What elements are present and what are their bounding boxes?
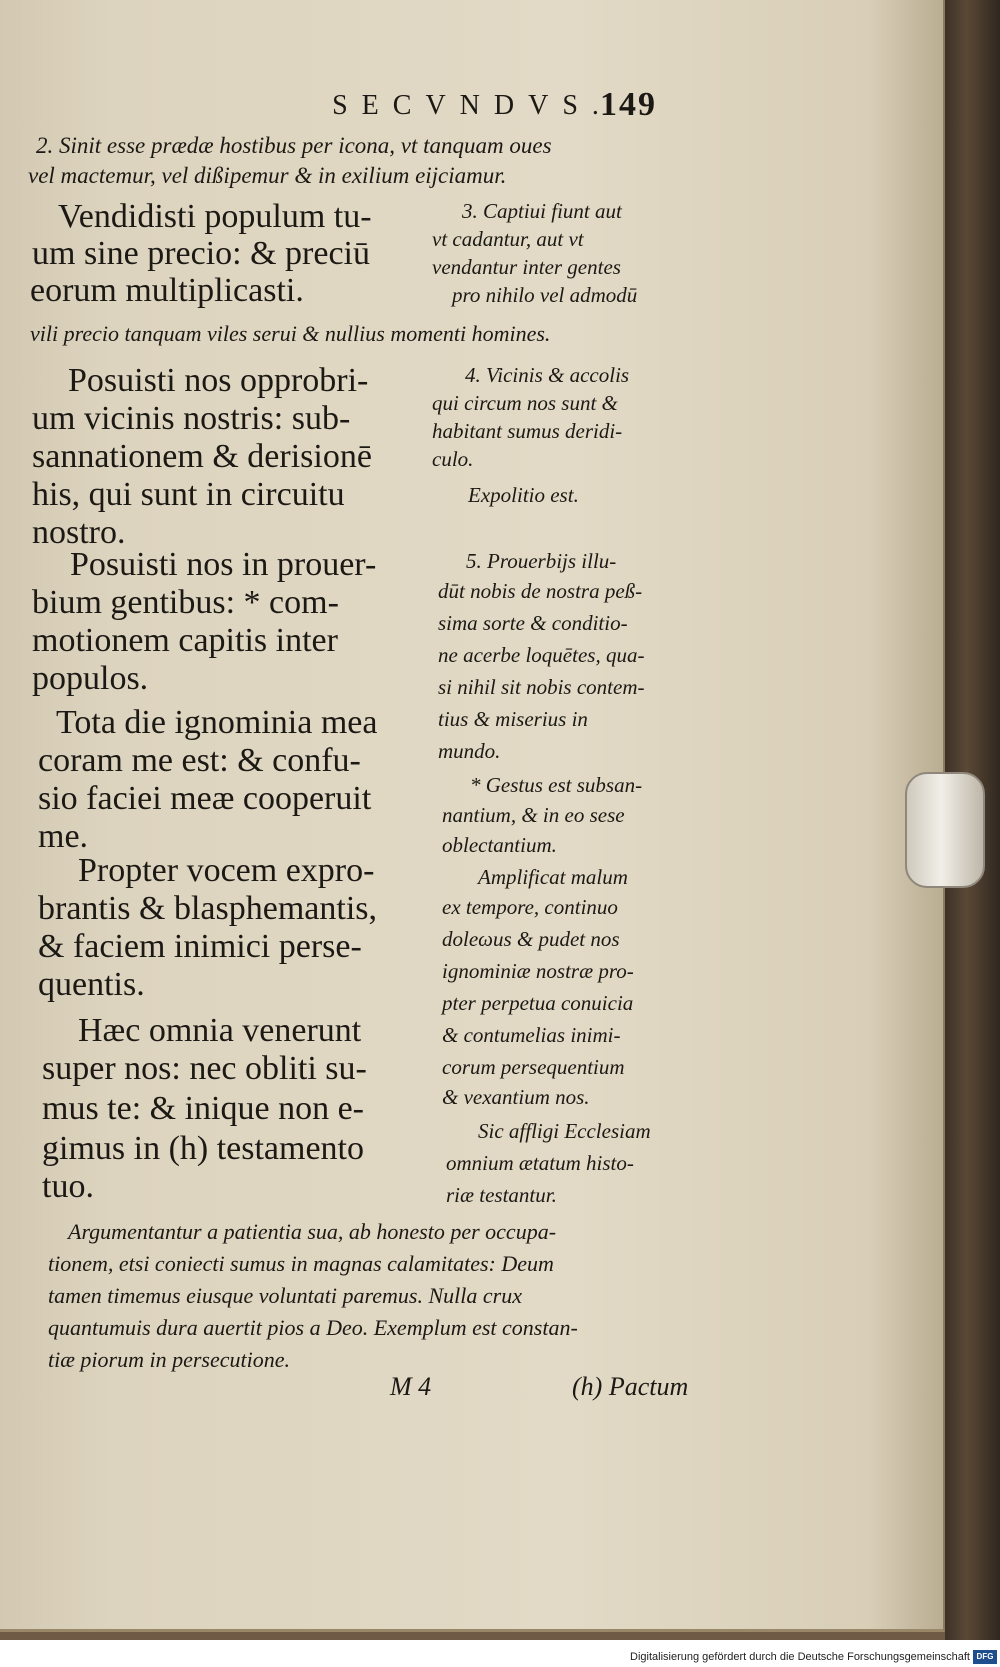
note-line: dūt nobis de nostra peß- [438, 579, 643, 603]
verse-line: his, qui sunt in circuitu [32, 476, 345, 513]
verse-line: populos. [32, 660, 149, 697]
verse-line: & faciem inimici perse- [38, 928, 362, 965]
note-line: pro nihilo vel admodū [452, 283, 638, 307]
page-clip [905, 772, 985, 888]
note-line: qui circum nos sunt & [432, 391, 618, 415]
note-line: & contumelias inimi- [442, 1023, 621, 1047]
note-line: 3. Captiui fiunt aut [462, 199, 622, 223]
verse-line: Hæc omnia venerunt [78, 1012, 362, 1049]
verse-line: motionem capitis inter [32, 622, 338, 659]
verse-line: super nos: nec obliti su- [42, 1050, 367, 1087]
verse-line: gimus in (h) testamento [42, 1130, 365, 1167]
verse-line: um sine precio: & preciū [32, 235, 371, 272]
note-line: riæ testantur. [446, 1183, 557, 1207]
note-line: ne acerbe loquētes, qua- [438, 643, 645, 667]
verse-line: Posuisti nos in prouer- [70, 546, 377, 583]
note-line: tius & miserius in [438, 707, 588, 731]
note-line: vt cadantur, aut vt [432, 227, 584, 251]
signature-mark: M 4 [390, 1372, 432, 1401]
note-line: ignominiæ nostræ pro- [442, 959, 634, 983]
verse-line: Vendidisti populum tu- [58, 198, 372, 235]
catchword: (h) Pactum [572, 1372, 689, 1401]
verse-line: sio faciei meæ cooperuit [38, 780, 372, 817]
note-line: sima sorte & conditio- [438, 611, 628, 635]
note-line: nantium, & in eo sese [442, 803, 625, 827]
bottom-note-line: Argumentantur a patientia sua, ab honesto per occupa- [68, 1219, 557, 1244]
verse-line: coram me est: & confu- [38, 742, 361, 779]
note-line: 5. Prouerbijs illu- [466, 549, 617, 573]
verse-line: Tota die ignominia mea [56, 704, 378, 741]
bottom-note-line: tionem, etsi coniecti sumus in magnas calamitates: Deum [48, 1251, 554, 1276]
note-line: si nihil sit nobis contem- [438, 675, 645, 699]
verse-line: bium gentibus: * com- [32, 584, 339, 621]
note-line: habitant sumus deridi- [432, 419, 623, 443]
note-line: mundo. [438, 739, 501, 763]
bottom-note-line: tiæ piorum in persecutione. [48, 1347, 290, 1372]
note-line: Expolitio est. [468, 483, 579, 507]
note-line: 4. Vicinis & accolis [465, 363, 630, 387]
top-note-line: 2. Sinit esse prædæ hostibus per icona, vt tanquam oues [36, 133, 552, 158]
verse-line: brantis & blasphemantis, [38, 890, 378, 927]
note-line: * Gestus est subsan- [470, 773, 643, 797]
bottom-note-line: quantumuis dura auertit pios a Deo. Exemplum est constan- [48, 1315, 578, 1340]
note-line: vendantur inter gentes [432, 255, 621, 279]
verse-line: sannationem & derisionē [32, 438, 372, 475]
top-note-line: vel mactemur, vel dißipemur & in exilium eijciamur. [28, 163, 507, 188]
verse-line: Posuisti nos opprobri- [68, 362, 369, 399]
verse-line: nostro. [32, 514, 126, 551]
digitization-footer [0, 1648, 1000, 1667]
note-line: doleωus & pudet nos [442, 927, 620, 951]
note-line: & vexantium nos. [442, 1085, 590, 1109]
verse-line: quentis. [38, 966, 145, 1003]
note-line: vili precio tanquam viles serui & nullius momenti homines. [30, 321, 551, 346]
verse-line: eorum multiplicasti. [30, 272, 304, 309]
note-line: pter perpetua conuicia [442, 991, 634, 1015]
verse-line: me. [38, 818, 89, 855]
verse-line: um vicinis nostris: sub- [32, 400, 351, 437]
verse-line: mus te: & inique non e- [42, 1090, 365, 1127]
verse-line: Propter vocem expro- [78, 852, 375, 889]
page-number: 149 [600, 86, 657, 123]
footer-credit: Digitalisierung gefördert durch die Deutsche Forschungsgemeinschaft [630, 1651, 970, 1663]
note-line: culo. [432, 447, 474, 471]
dfg-logo: DFG [973, 1650, 997, 1664]
note-line: omnium ætatum histo- [446, 1151, 634, 1175]
note-line: ex tempore, continuo [442, 895, 618, 919]
running-title: SECVNDVS. [332, 90, 613, 121]
note-line: oblectantium. [442, 833, 557, 857]
note-line: Sic affligi Ecclesiam [478, 1119, 651, 1143]
verse-line: tuo. [42, 1168, 94, 1205]
bottom-note-line: tamen timemus eiusque voluntati paremus. Nulla crux [48, 1283, 522, 1308]
note-line: corum persequentium [442, 1055, 625, 1079]
note-line: Amplificat malum [478, 865, 628, 889]
